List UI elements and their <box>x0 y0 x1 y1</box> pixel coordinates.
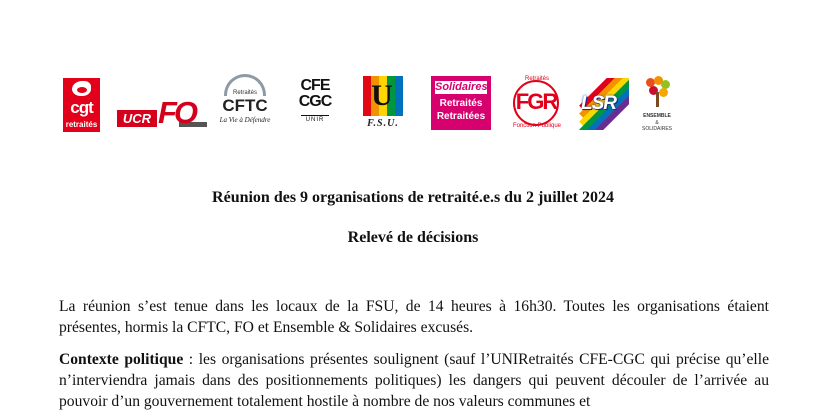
unir-logo-text: UNIR <box>305 117 325 123</box>
fgr-monogram: FGR <box>515 89 557 114</box>
cfe-cgc-divider <box>301 115 329 116</box>
fgr-top-text: Retraités <box>524 76 549 82</box>
solidaires-sub-text: & SOLIDAIRES <box>641 120 672 132</box>
fgr-fonction-publique-logo <box>508 76 566 132</box>
fgr-bottom-text: Fonction Publique <box>512 123 562 129</box>
fsu-blue-band <box>395 76 403 116</box>
political-context-label: Contexte politique <box>59 351 184 368</box>
solidaires-retraites-logo <box>431 76 491 130</box>
cfe-cgc-unir-logo <box>293 77 337 129</box>
cftc-small-text: Retraités <box>232 90 257 96</box>
political-context-paragraph <box>59 349 769 412</box>
bird-icon <box>72 81 91 96</box>
cftc-tagline: La Vie à Défendre <box>219 116 271 124</box>
solidaires-line2: Retraitées <box>436 111 486 122</box>
document-title: Réunion des 9 organisations de retraité.e.s du 2 juillet 2024 <box>212 189 614 206</box>
meeting-paragraph: La réunion s’est tenue dans les locaux de la FSU, de 14 heures à 16h30. Toutes les organisations étaient présentes, hormis la CFTC, FO et Ensemble & Solidaires excusés. <box>59 298 769 336</box>
lsr-logo-text: LSR <box>581 93 616 114</box>
cfe-logo-text: CFE <box>300 77 330 94</box>
cgt-logo-subtext: retraités <box>65 120 98 129</box>
ensemble-solidaires-logo <box>640 76 674 132</box>
cftc-logo-text: CFTC <box>222 96 268 115</box>
cgt-retraites-logo <box>63 78 100 132</box>
cftc-retraites-logo <box>210 74 280 132</box>
political-context-text: : les organisations présentes soulignent (sauf l’UNIRetraités CFE-CGC qui précise qu’elle n’interviendra jamais dans des positionnements politiques) les dangers qui peuvent découler de l’arrivée au pouvoir d’un gouvernement totalement hostile à nombre de nos valeurs communes et <box>59 351 769 410</box>
fo-logo-text: FO <box>158 95 196 130</box>
cgc-logo-text: CGC <box>298 93 332 110</box>
solidaires-logo-text: Solidaires <box>435 81 488 93</box>
fsu-logo <box>359 76 407 132</box>
ucr-logo-text: UCR <box>117 110 157 127</box>
fsu-logo-text: F.S.U. <box>367 118 399 129</box>
lsr-logo <box>577 78 629 130</box>
union-logos-banner <box>60 74 670 134</box>
fsu-letter: U <box>371 79 393 112</box>
ucr-fo-logo <box>117 96 197 132</box>
tree-icon <box>646 76 670 108</box>
document-subtitle: Relevé de décisions <box>347 229 479 246</box>
cgt-logo-text: cgt <box>70 98 93 117</box>
solidaires-line1: Retraités <box>439 98 483 109</box>
ensemble-logo-text: ENSEMBLE <box>643 113 671 119</box>
